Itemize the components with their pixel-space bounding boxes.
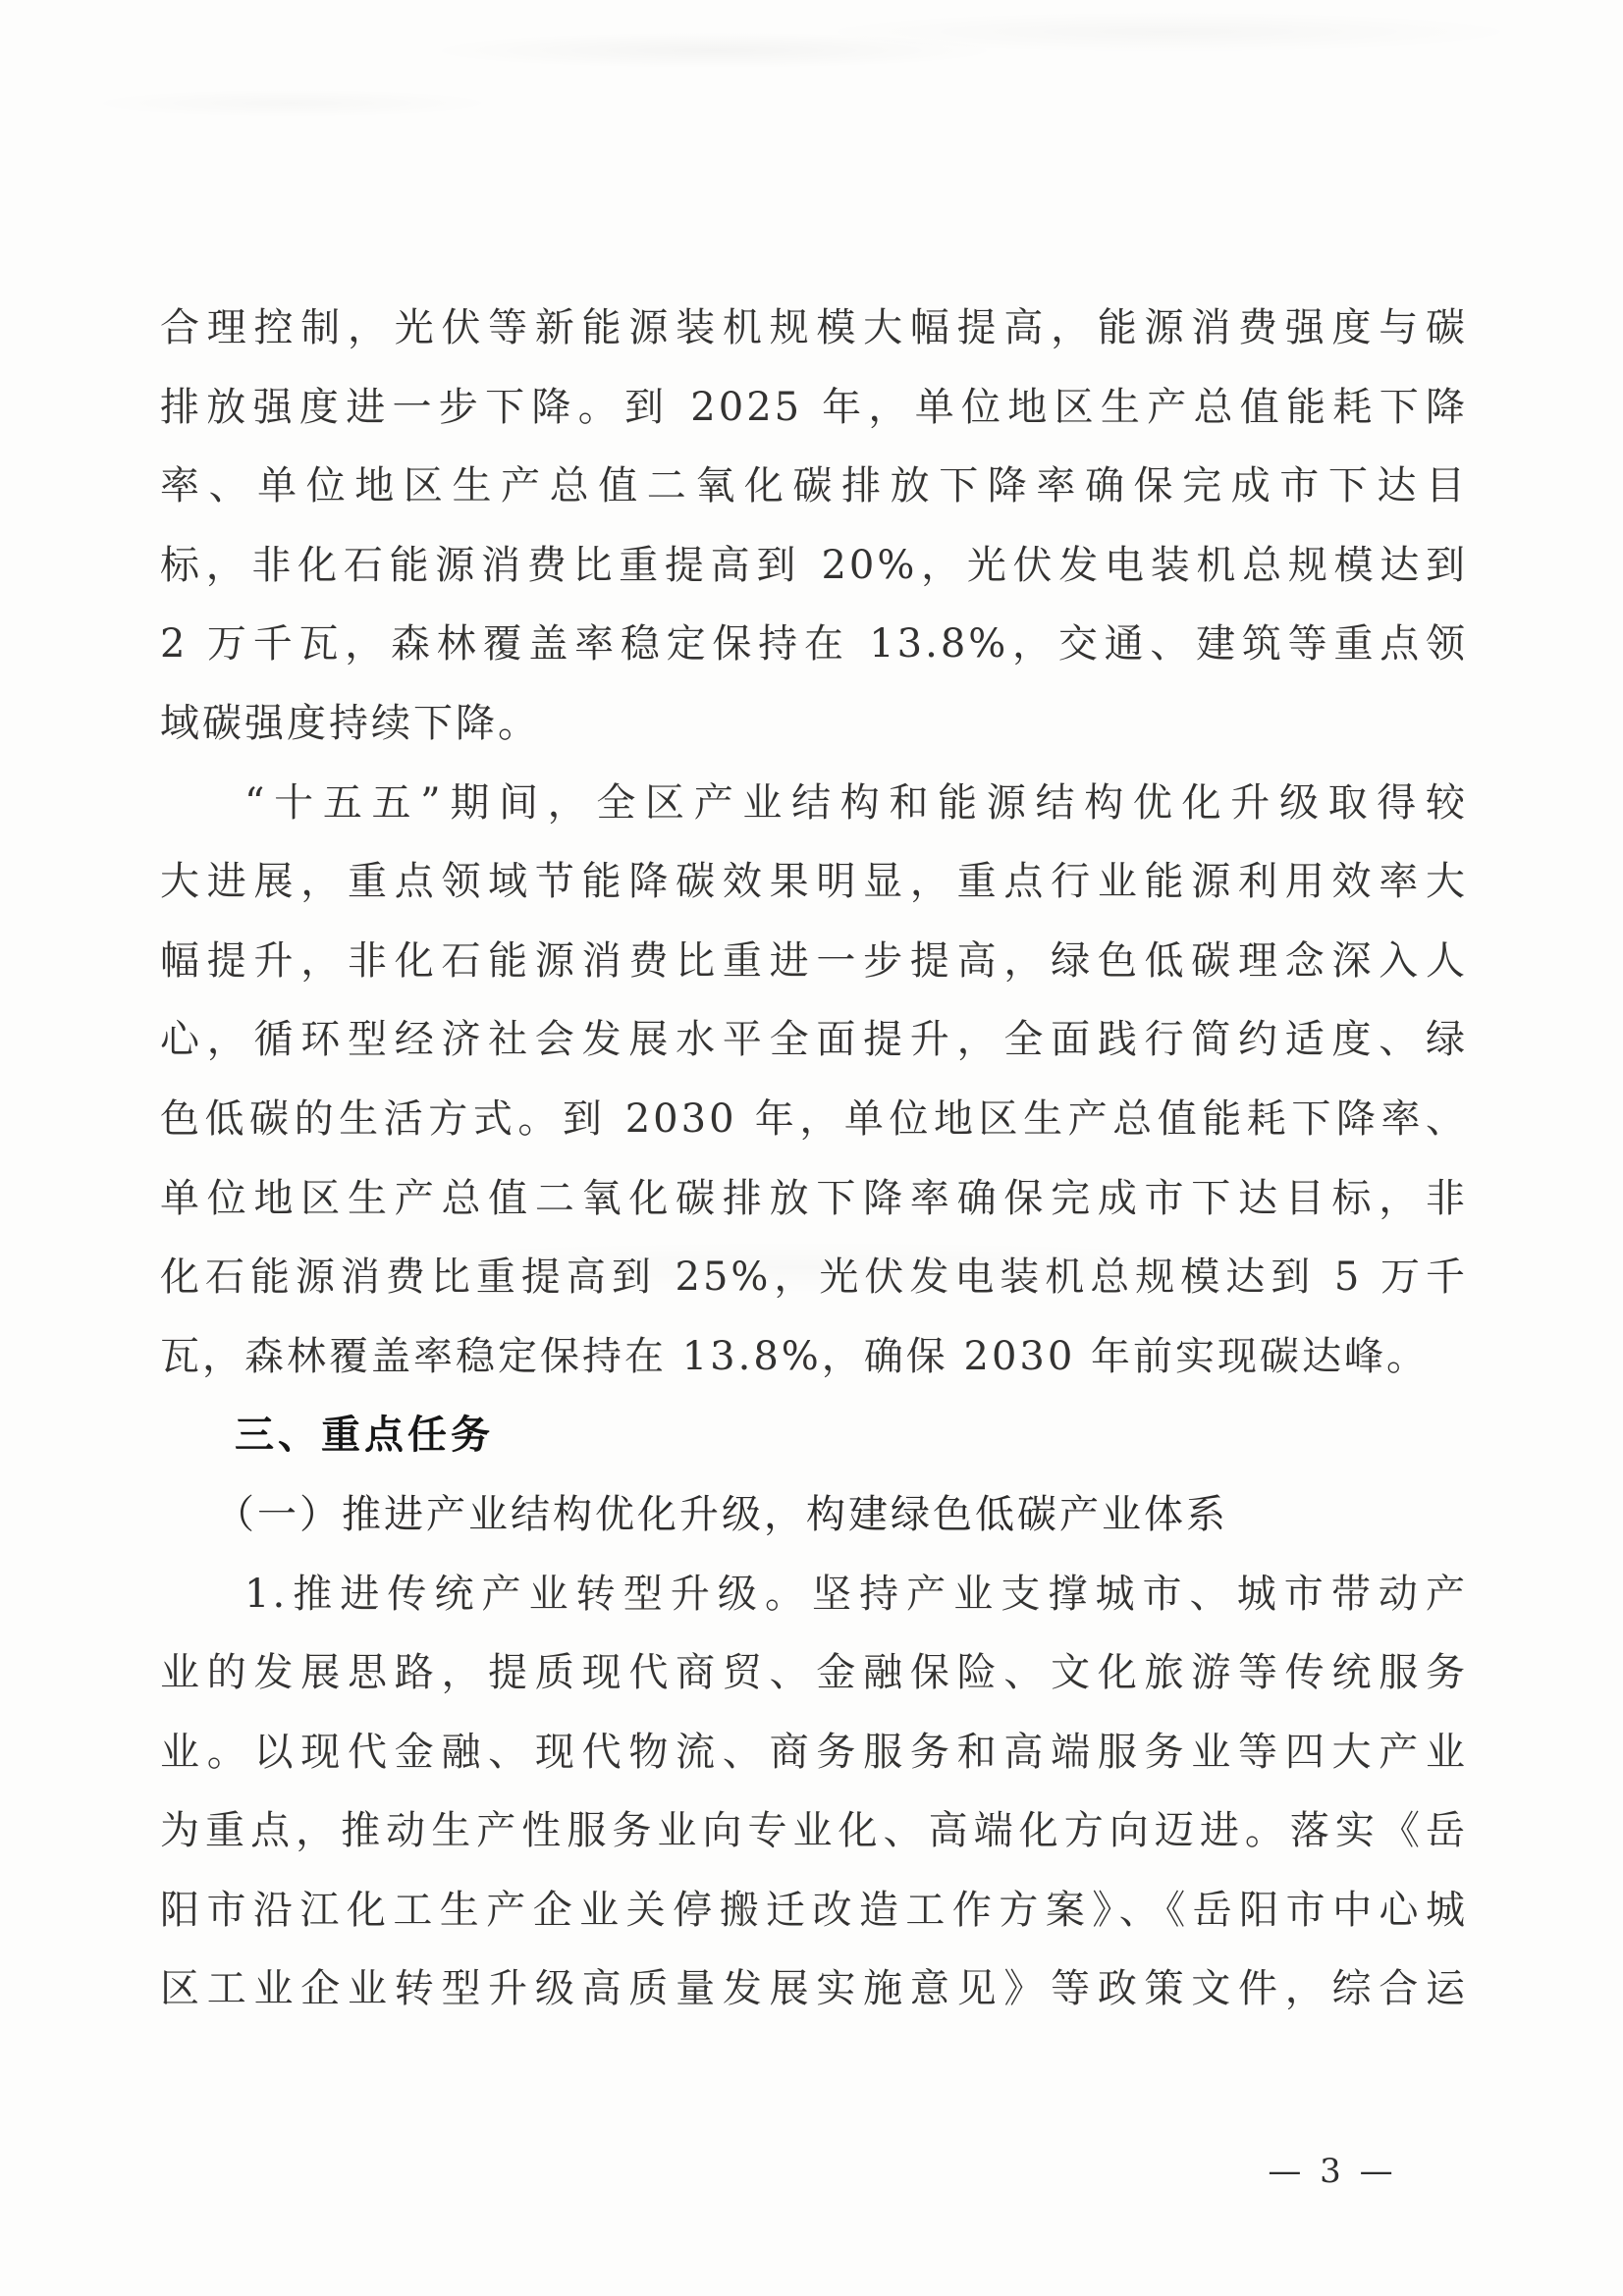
text-line: 阳市沿江化工生产企业关停搬迁改造工作方案》、《岳阳市中心城	[160, 1887, 1468, 1933]
text-line: 色低碳的生活方式。到 2030 年，单位地区生产总值能耗下降率、	[160, 1095, 1468, 1142]
text-line: 为重点，推动生产性服务业向专业化、高端化方向迈进。落实《岳	[160, 1808, 1468, 1854]
text-line: 业。以现代金融、现代物流、商务服务和高端服务业等四大产业	[160, 1729, 1468, 1775]
text-line: 单位地区生产总值二氧化碳排放下降率确保完成市下达目标，非	[160, 1175, 1468, 1221]
text-line: 大进展，重点领域节能降碳效果明显，重点行业能源利用效率大	[160, 859, 1468, 905]
text-line: 幅提升，非化石能源消费比重进一步提高，绿色低碳理念深入人	[160, 937, 1468, 984]
text-line: 业的发展思路，提质现代商贸、金融保险、文化旅游等传统服务	[160, 1650, 1468, 1696]
text-line: 率、单位地区生产总值二氧化碳排放下降率确保完成市下达目	[160, 463, 1468, 509]
text-line: 化石能源消费比重提高到 25%，光伏发电装机总规模达到 5 万千	[160, 1255, 1468, 1301]
document-body	[160, 289, 1468, 2029]
text-line: “十五五”期间，全区产业结构和能源结构优化升级取得较	[244, 779, 1468, 826]
text-line: 心，循环型经济社会发展水平全面提升，全面践行简约适度、绿	[160, 1017, 1468, 1063]
text-line: 排放强度进一步下降。到 2025 年，单位地区生产总值能耗下降	[160, 384, 1468, 430]
text-line: 瓦，森林覆盖率稳定保持在 13.8%，确保 2030 年前实现碳达峰。	[160, 1333, 1430, 1379]
text-line: 2 万千瓦，森林覆盖率稳定保持在 13.8%，交通、建筑等重点领	[160, 621, 1468, 667]
text-line: 区工业企业转型升级高质量发展实施意见》等政策文件，综合运	[160, 1966, 1468, 2012]
section-heading: 三、重点任务	[235, 1413, 494, 1459]
subsection-heading: （一）推进产业结构优化升级，构建绿色低碳产业体系	[215, 1491, 1228, 1537]
text-line: 域碳强度持续下降。	[160, 700, 540, 746]
text-line: 1.推进传统产业转型升级。坚持产业支撑城市、城市带动产	[244, 1571, 1468, 1617]
page-number: — 3 —	[1268, 2152, 1397, 2191]
text-line: 合理控制，光伏等新能源装机规模大幅提高，能源消费强度与碳	[160, 305, 1468, 350]
text-line: 标，非化石能源消费比重提高到 20%，光伏发电装机总规模达到	[160, 542, 1468, 588]
